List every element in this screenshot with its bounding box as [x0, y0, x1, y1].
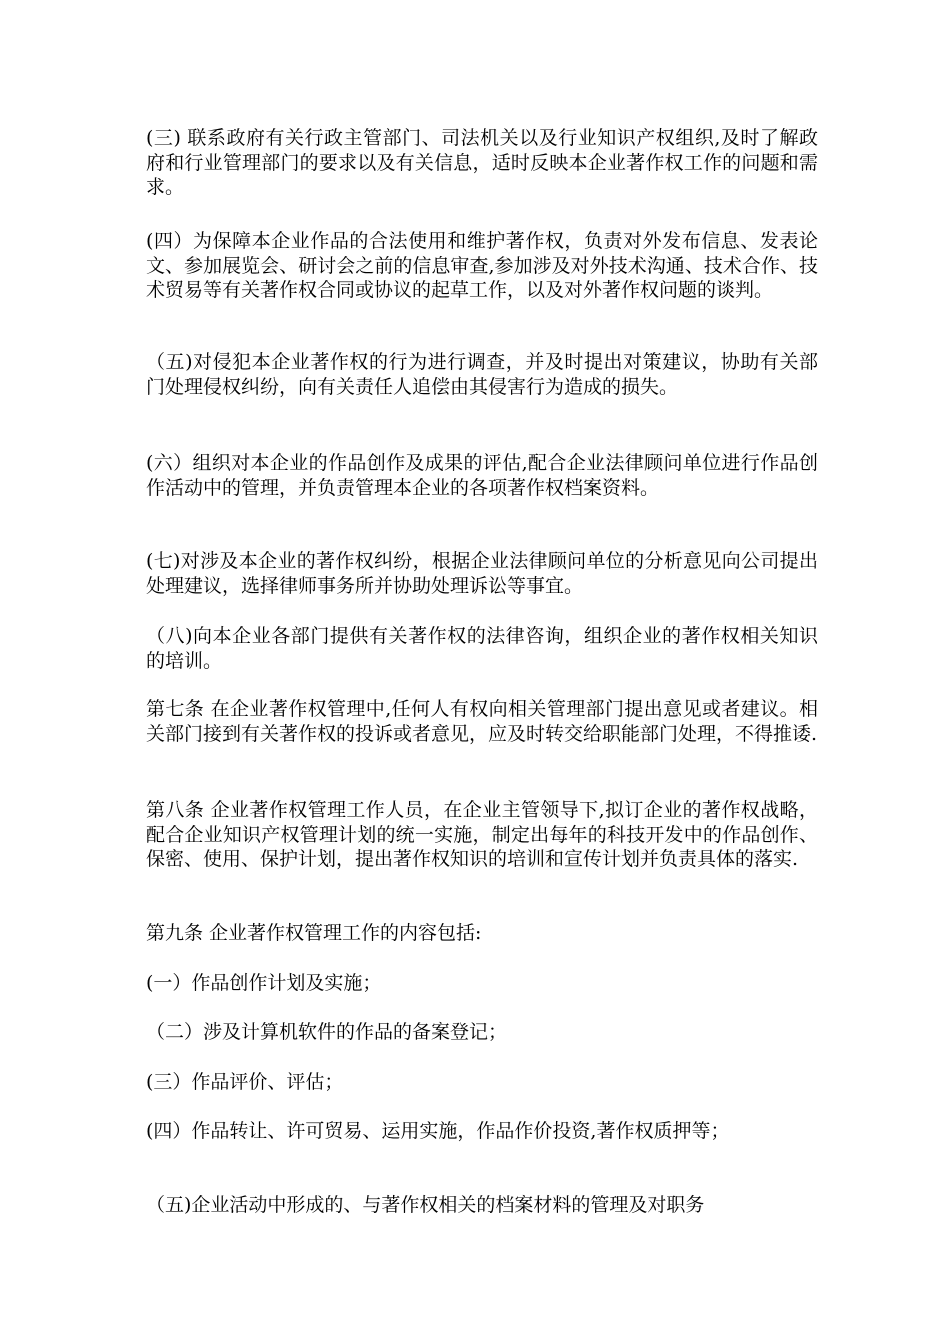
- paragraph-6-evaluation: (六）组织对本企业的作品创作及成果的评估,配合企业法律顾问单位进行作品创作活动中的管理，并负责管理本企业的各项著作权档案资料。: [146, 452, 818, 499]
- article-9-item-5: （五)企业活动中形成的、与著作权相关的档案材料的管理及对职务: [146, 1194, 705, 1216]
- paragraph-8-consulting: （八)向本企业各部门提供有关著作权的法律咨询，组织企业的著作权相关知识的培训。: [146, 625, 818, 672]
- article-7: 第七条 在企业著作权管理中,任何人有权向相关管理部门提出意见或者建议。相关部门接到有关著作权的投诉或者意见，应及时转交给职能部门处理，不得推诿.: [146, 698, 818, 745]
- article-9-item-2: （二）涉及计算机软件的作品的备案登记；: [146, 1021, 508, 1043]
- article-8: 第八条 企业著作权管理工作人员，在企业主管领导下,拟订企业的著作权战略，配合企业知识产权管理计划的统一实施，制定出每年的科技开发中的作品创作、保密、使用、保护计划，提出著作权知识的培训和宣传计划并负责具体的落实.: [146, 799, 818, 870]
- article-9-item-3: (三）作品评价、评估；: [146, 1071, 344, 1093]
- article-9-item-1: (一）作品创作计划及实施；: [146, 972, 382, 994]
- article-9: 第九条 企业著作权管理工作的内容包括:: [146, 922, 482, 944]
- paragraph-5-infringement: （五)对侵犯本企业著作权的行为进行调查，并及时提出对策建议，协助有关部门处理侵权纠纷，向有关责任人追偿由其侵害行为造成的损失。: [146, 351, 818, 398]
- paragraph-4-review: (四）为保障本企业作品的合法使用和维护著作权，负责对外发布信息、发表论文、参加展览会、研讨会之前的信息审查,参加涉及对外技术沟通、技术合作、技术贸易等有关著作权合同或协议的起草工作，以及对外著作权问题的谈判。: [146, 230, 818, 301]
- article-9-item-4: (四）作品转让、许可贸易、运用实施，作品作价投资,著作权质押等；: [146, 1120, 730, 1142]
- paragraph-7-disputes: (七)对涉及本企业的著作权纠纷，根据企业法律顾问单位的分析意见向公司提出处理建议，选择律师事务所并协助处理诉讼等事宜。: [146, 550, 818, 597]
- paragraph-3-liaison: (三) 联系政府有关行政主管部门、司法机关以及行业知识产权组织,及时了解政府和行业管理部门的要求以及有关信息，适时反映本企业著作权工作的问题和需求。: [146, 127, 818, 198]
